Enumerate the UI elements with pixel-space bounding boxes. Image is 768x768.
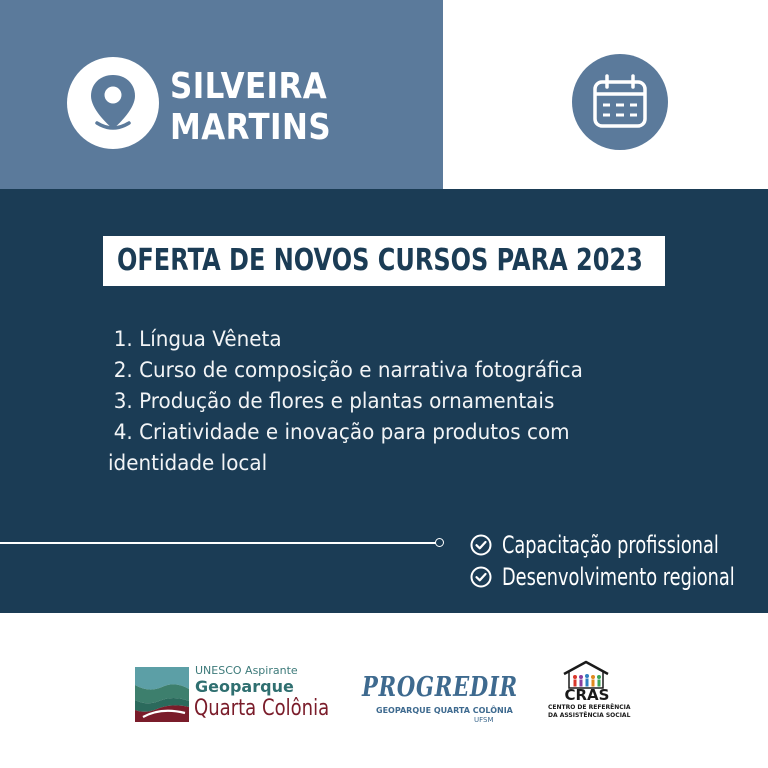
course-item: 2. Curso de composição e narrativa fotográfica (113, 358, 583, 382)
divider-end-dot (435, 538, 444, 547)
progredir-subtitle: GEOPARQUE QUARTA COLÔNIA (376, 706, 513, 715)
geoparque-region: Quarta Colônia (194, 696, 330, 721)
cras-subtitle-line2: DA ASSISTÊNCIA SOCIAL (548, 712, 631, 719)
check-circle-icon (470, 534, 492, 556)
highlight-label: Capacitação profissional (502, 531, 719, 559)
city-name-line2: MARTINS (170, 107, 332, 148)
cras-logo (548, 660, 631, 724)
city-name (170, 66, 331, 148)
progredir-title: PROGREDIR (362, 672, 518, 703)
course-list (108, 324, 668, 479)
course-item: 1. Língua Vêneta (113, 327, 282, 351)
cras-title: CRAS (564, 686, 610, 704)
divider-line (0, 542, 436, 544)
check-circle-icon (470, 566, 492, 588)
course-item: 4. Criatividade e inovação para produtos com (113, 420, 570, 444)
geoparque-tagline: UNESCO Aspirante (195, 664, 298, 677)
geoparque-mark-icon (135, 667, 189, 722)
course-item-continuation: identidade local (108, 451, 268, 475)
geoparque-logo (135, 664, 335, 726)
course-item: 3. Produção de flores e plantas ornamentais (113, 389, 555, 413)
map-pin-icon (67, 57, 159, 149)
headline-box (103, 236, 665, 286)
progredir-logo (362, 672, 518, 724)
cras-subtitle-line1: CENTRO DE REFERÊNCIA (548, 704, 631, 711)
progredir-org: UFSM (474, 716, 494, 724)
geoparque-name: Geoparque (195, 677, 294, 696)
highlight-label: Desenvolvimento regional (502, 563, 735, 591)
city-name-line1: SILVEIRA (170, 66, 328, 107)
headline: OFERTA DE NOVOS CURSOS PARA 2023 (117, 243, 643, 278)
calendar-icon (572, 54, 668, 150)
